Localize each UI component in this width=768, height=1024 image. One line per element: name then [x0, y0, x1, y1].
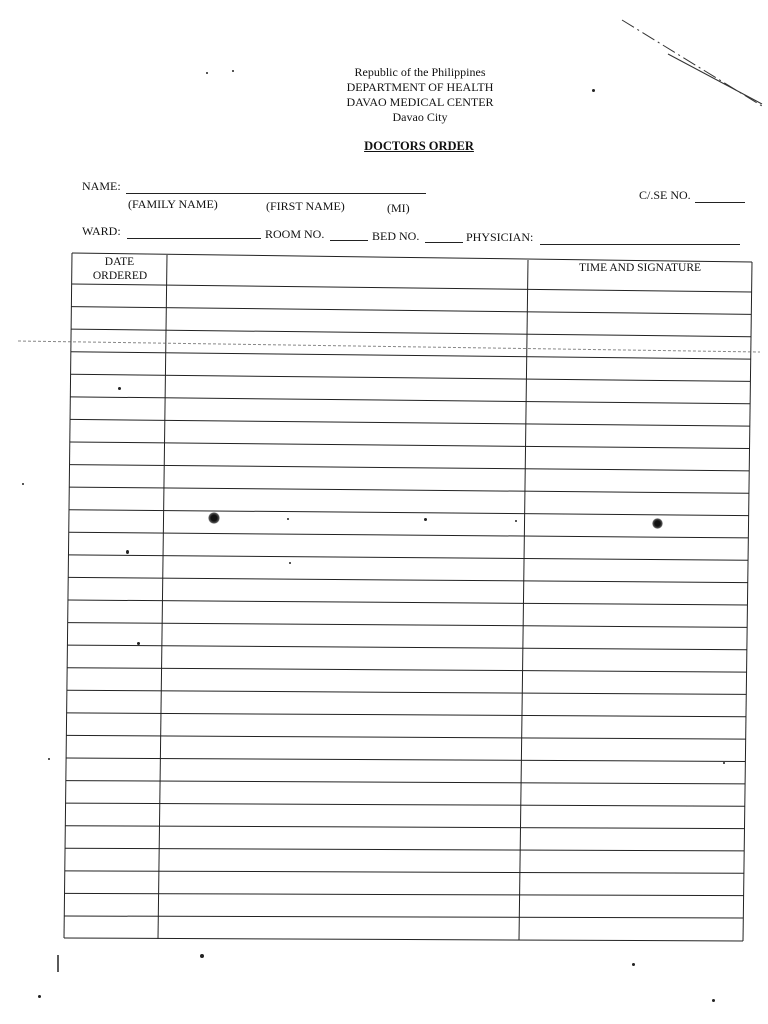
- table-row-line: [68, 555, 748, 560]
- table-row-line: [70, 397, 750, 404]
- table-row-line: [71, 329, 751, 337]
- scan-speck: [48, 758, 50, 760]
- scan-speck: [723, 762, 725, 764]
- date-header-line2: ORDERED: [92, 270, 148, 282]
- physician-label: PHYSICIAN:: [466, 230, 534, 244]
- table-row-line: [70, 465, 750, 471]
- table-row-line: [67, 645, 746, 650]
- table-row-line: [65, 826, 744, 829]
- scan-speck: [289, 562, 291, 564]
- scan-speck: [118, 387, 121, 390]
- table-row-line: [67, 713, 746, 717]
- table-row-line: [71, 307, 751, 315]
- letterhead-medical-center: DAVAO MEDICAL CENTER: [346, 95, 494, 109]
- scan-speck: [515, 520, 517, 522]
- name-label: NAME:: [82, 179, 121, 193]
- table-bottom-border: [64, 938, 743, 941]
- table-row-line: [69, 510, 749, 516]
- form-title: DOCTORS ORDER: [364, 139, 474, 153]
- scan-speck: [424, 518, 427, 521]
- scan-speck: [126, 550, 129, 554]
- scan-speck: [200, 954, 204, 958]
- time-signature-header: TIME AND SIGNATURE: [578, 262, 702, 274]
- ink-blot: [208, 512, 220, 524]
- scan-speck: [592, 89, 595, 92]
- table-row-line: [69, 487, 749, 493]
- scan-speck: [232, 70, 234, 72]
- table-right-border: [743, 262, 752, 941]
- table-row-line: [70, 419, 750, 426]
- scan-speck: [632, 963, 635, 966]
- table-row-line: [68, 577, 748, 582]
- table-row-line: [66, 735, 745, 739]
- letterhead-department: DEPARTMENT OF HEALTH: [346, 80, 494, 94]
- table-row-line: [72, 284, 752, 292]
- table-row-line: [67, 668, 746, 672]
- scan-speck: [712, 999, 715, 1002]
- table-row-line: [64, 916, 743, 918]
- table-row-line: [68, 623, 747, 628]
- room-no-label: ROOM NO.: [265, 227, 325, 241]
- signature-column-divider: [519, 260, 528, 940]
- table-row-line: [71, 374, 751, 381]
- scan-speck: [137, 642, 140, 645]
- table-row-line: [67, 690, 746, 694]
- date-header-line1: DATE: [104, 256, 135, 268]
- table-row-line: [66, 803, 745, 806]
- table-row-line: [65, 871, 744, 873]
- ink-blot: [652, 518, 663, 529]
- scan-speck: [22, 483, 24, 485]
- scan-speck: [206, 72, 208, 74]
- first-name-caption: (FIRST NAME): [266, 199, 345, 213]
- letterhead-republic: Republic of the Philippines: [354, 65, 486, 79]
- ward-label: WARD:: [82, 224, 121, 238]
- middle-initial-caption: (MI): [387, 201, 410, 215]
- table-row-line: [66, 781, 745, 784]
- case-no-label: C/.SE NO.: [639, 188, 691, 202]
- bed-no-label: BED NO.: [372, 229, 420, 243]
- table-row-line: [65, 893, 744, 895]
- table-row-line: [69, 532, 749, 538]
- date-column-divider: [158, 255, 167, 939]
- family-name-caption: (FAMILY NAME): [128, 197, 218, 211]
- table-top-border: [72, 253, 752, 262]
- table-row-line: [71, 352, 751, 359]
- letterhead-city: Davao City: [392, 110, 448, 124]
- table-row-line: [66, 758, 745, 762]
- scan-speck: [38, 995, 41, 998]
- table-row-line: [68, 600, 748, 605]
- scan-speck: [287, 518, 289, 520]
- table-row-line: [70, 442, 750, 449]
- table-left-border: [64, 253, 72, 938]
- table-row-line: [65, 848, 744, 851]
